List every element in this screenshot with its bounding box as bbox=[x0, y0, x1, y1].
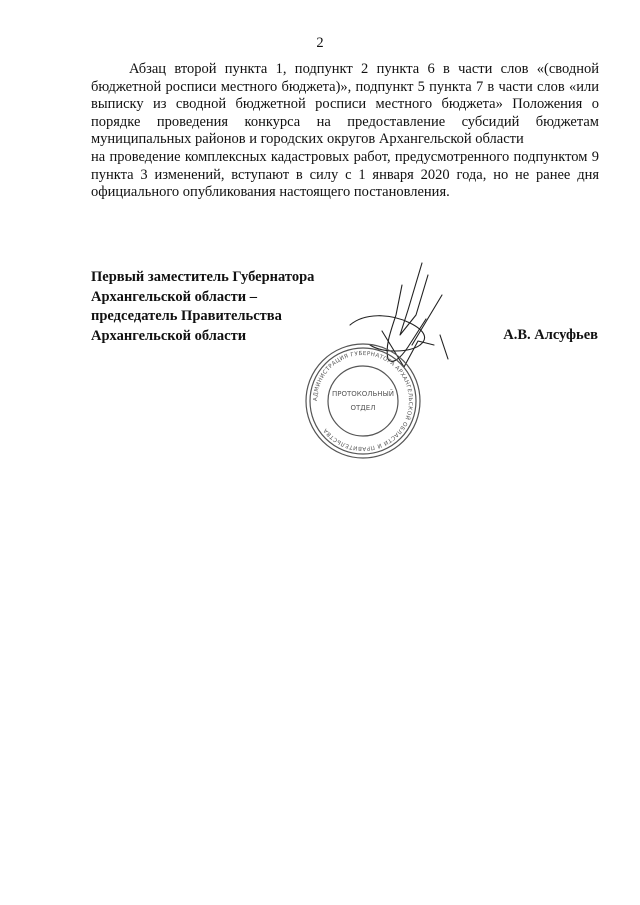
svg-text:ПРОТОКОЛЬНЫЙ: ПРОТОКОЛЬНЫЙ bbox=[331, 390, 395, 398]
signatory-title-line: Первый заместитель Губернатора bbox=[91, 269, 315, 285]
body-paragraph: на проведение комплексных кадастровых работ, предусмотренного подпунктом 9 пункта 3 изменений, вступают в силу с 1 января 2020 года, но не ранее дня официального опубликования настоящего постановления. bbox=[91, 148, 599, 201]
page-number: 2 bbox=[316, 35, 324, 51]
signatory-title-line: Архангельской области – bbox=[91, 288, 257, 305]
signatory-title-line: председатель Правительства bbox=[91, 308, 282, 324]
signatory-title bbox=[91, 268, 351, 346]
signatory-title-line: Архангельской области bbox=[91, 327, 247, 344]
signatory-name: А.В. Алсуфьев bbox=[503, 327, 598, 343]
body-paragraph: Абзац второй пункта 1, подпункт 2 пункта 6 в части слов «(сводной бюджетной росписи местного бюджета)», подпункт 5 пункта 7 в части слов «или выписку из сводной бюджетной росписи местного бюджета» Положения о порядке проведения конкурса на предоставление субсидий бюджетам муниципальных районов и городских округов Архангельской области bbox=[91, 61, 599, 148]
svg-text:АДМИНИСТРАЦИЯ ГУБЕРНАТОРА АРХА: АДМИНИСТРАЦИЯ ГУБЕРНАТОРА АРХАНГЕЛЬСКОЙ ОБЛАСТИ И ПРАВИТЕЛЬСТВА bbox=[312, 350, 414, 452]
document-body bbox=[91, 61, 599, 202]
official-stamp bbox=[302, 340, 424, 462]
svg-text:ОТДЕЛ: ОТДЕЛ bbox=[350, 404, 376, 412]
